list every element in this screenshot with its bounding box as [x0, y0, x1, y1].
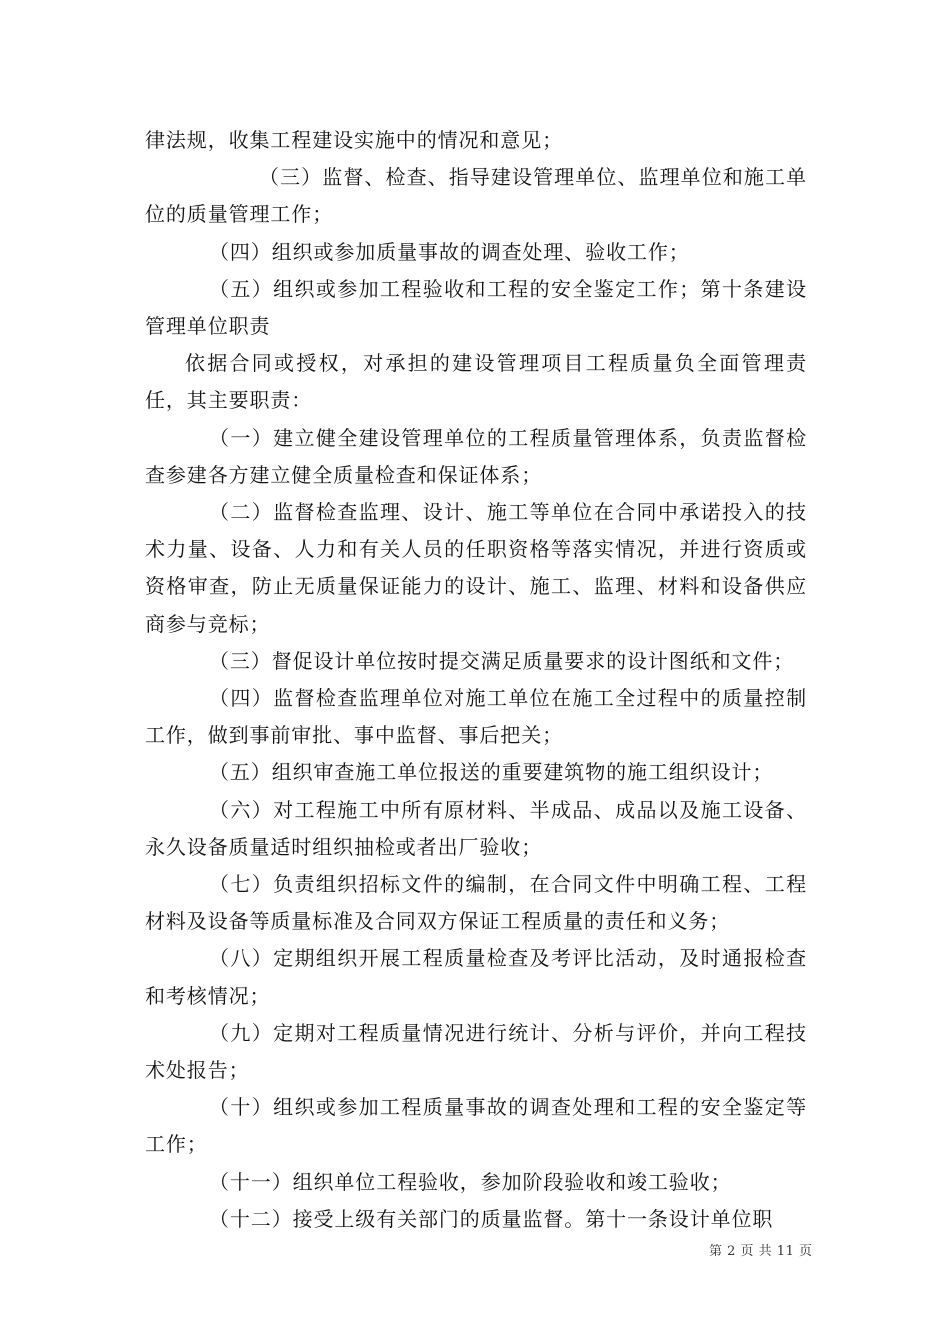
- paragraph: （十一）组织单位工程验收，参加阶段验收和竣工验收；: [209, 1169, 732, 1194]
- paragraph: （八）定期组织开展工程质量检查及考评比活动，及时通报检查和考核情况；: [145, 946, 807, 1008]
- paragraph: （七）负责组织招标文件的编制，在合同文件中明确工程、工程材料及设备等质量标准及合同双方保证工程质量的责任和义务；: [145, 872, 807, 934]
- paragraph: （五）组织或参加工程验收和工程的安全鉴定工作；第十条建设管理单位职责: [145, 276, 807, 339]
- paragraph: （六）对工程施工中所有原材料、半成品、成品以及施工设备、永久设备质量适时组织抽检或者出厂验收；: [145, 797, 807, 859]
- paragraph: （一）建立健全建设管理单位的工程质量管理体系，负责监督检查参建各方建立健全质量检查和保证体系；: [145, 425, 807, 487]
- paragraph: （三）督促设计单位按时提交满足质量要求的设计图纸和文件；: [209, 648, 795, 673]
- paragraph: （十）组织或参加工程质量事故的调查处理和工程的安全鉴定等工作；: [145, 1095, 807, 1157]
- paragraph: （五）组织审查施工单位报送的重要建筑物的施工组织设计；: [209, 760, 774, 785]
- paragraph: 依据合同或授权，对承担的建设管理项目工程质量负全面管理责任，其主要职责：: [145, 351, 807, 413]
- document-body: [145, 122, 807, 1238]
- paragraph: （二）监督检查监理、设计、施工等单位在合同中承诺投入的技术力量、设备、人力和有关人员的任职资格等落实情况，并进行资质或资格审查，防止无质量保证能力的设计、施工、监理、材料和设备供应商参与竞标；: [145, 500, 807, 636]
- paragraph: （四）组织或参加质量事故的调查处理、验收工作；: [209, 239, 690, 264]
- paragraph: （四）监督检查监理单位对施工单位在施工全过程中的质量控制工作，做到事前审批、事中监督、事后把关；: [145, 686, 807, 748]
- paragraph: （三）监督、检查、指导建设管理单位、监理单位和施工单位的质量管理工作；: [145, 165, 807, 227]
- paragraph: （十二）接受上级有关部门的质量监督。第十一条设计单位职: [209, 1206, 774, 1231]
- page-number-footer: 第 2 页 共 11 页: [709, 1244, 813, 1259]
- paragraph: 律法规，收集工程建设实施中的情况和意见；: [145, 128, 563, 152]
- paragraph: （九）定期对工程质量情况进行统计、分析与评价，并向工程技术处报告；: [145, 1020, 807, 1083]
